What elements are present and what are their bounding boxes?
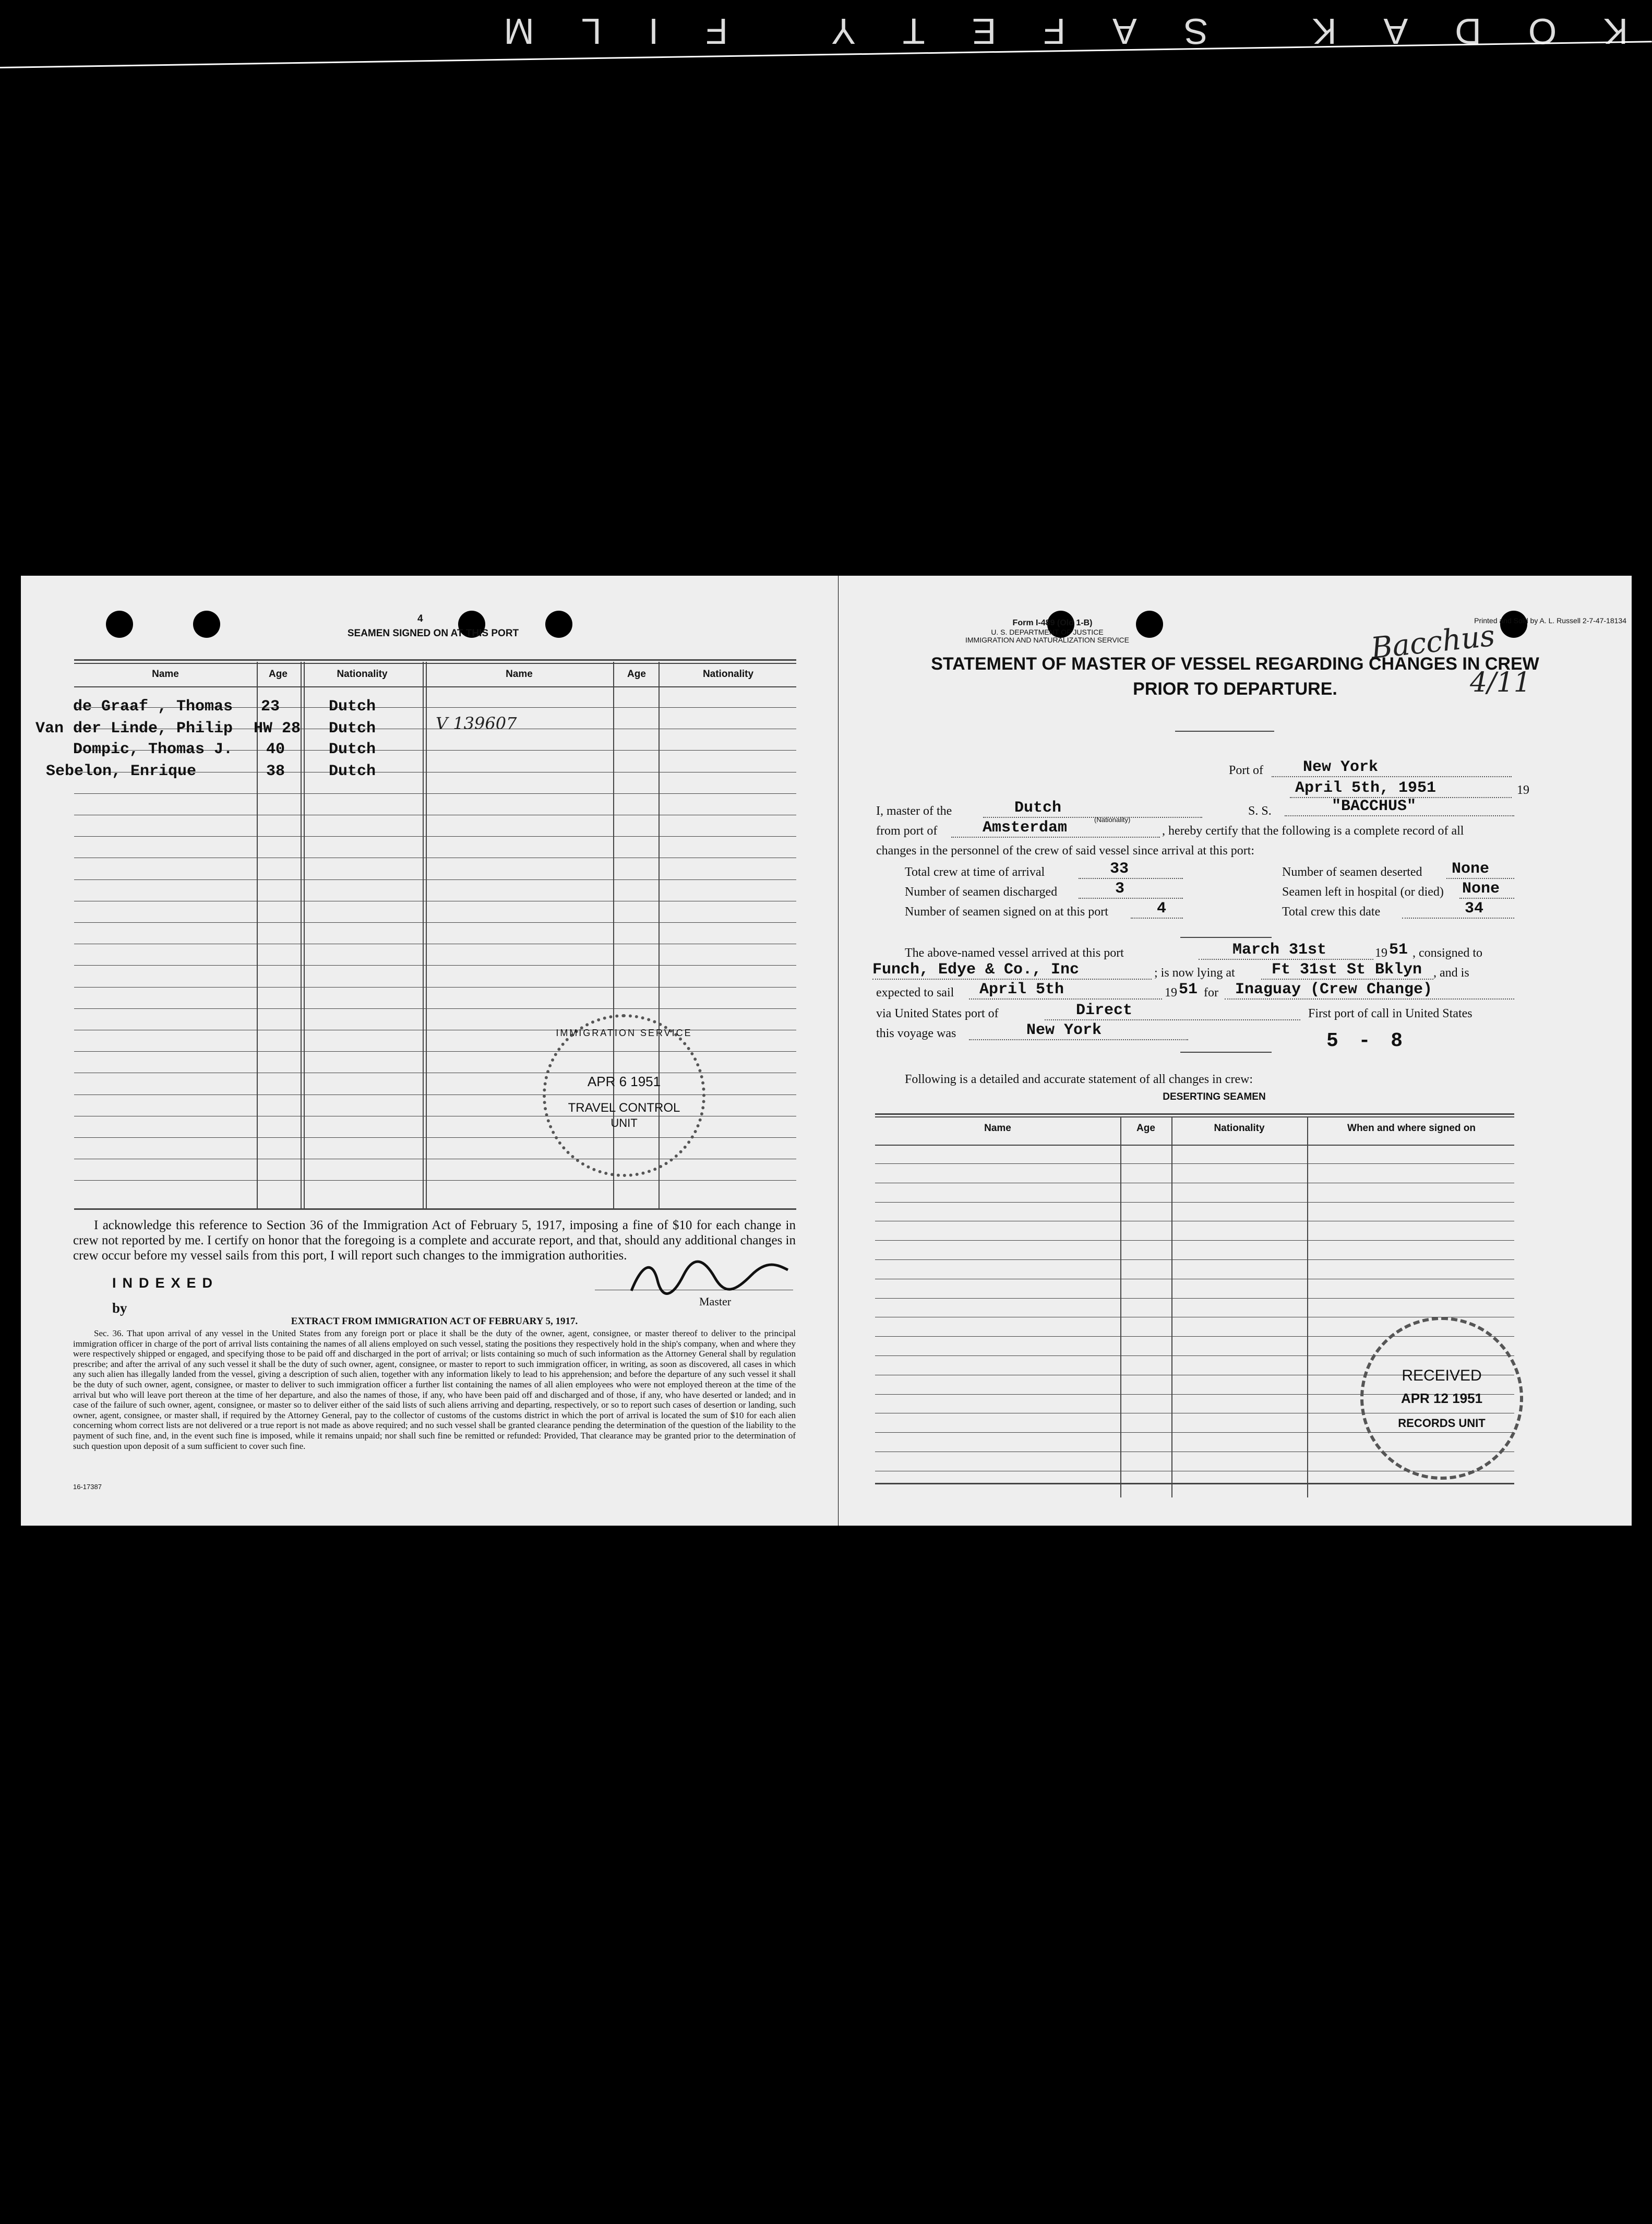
table-row-rule <box>74 922 796 923</box>
deserted-value: None <box>1446 860 1514 879</box>
form-title-line-2: PRIOR TO DEPARTURE. <box>1133 679 1337 699</box>
crew-age: HW 28 <box>254 720 301 738</box>
discharged-label: Number of seamen discharged <box>905 885 1058 899</box>
column-divider <box>1307 1116 1308 1497</box>
crew-name: de Graaf , Thomas <box>73 698 233 716</box>
table-row-rule <box>74 1008 796 1009</box>
page-number: 4 <box>417 613 423 624</box>
table-row-rule <box>74 793 796 794</box>
destination-value: Inaguay (Crew Change) <box>1225 981 1514 1000</box>
voyage-label: this voyage was <box>876 1027 956 1040</box>
table-top-rule <box>74 659 796 661</box>
stamp-unit-2: UNIT <box>610 1116 638 1129</box>
stamp-unit: RECORDS UNIT <box>1398 1417 1486 1430</box>
nationality-value: Dutch <box>983 799 1202 818</box>
column-divider <box>426 662 427 1210</box>
form-code: 16-17387 <box>73 1483 102 1491</box>
expected-label: expected to sail <box>876 986 954 1000</box>
deserting-col-when-where: When and where signed on <box>1347 1123 1476 1134</box>
seamen-signed-heading: SEAMEN SIGNED ON AT THIS PORT <box>347 628 519 639</box>
indexed-by-label: by <box>112 1300 127 1316</box>
film-edge-text: KODAK SAFETY FILM <box>457 11 1628 52</box>
department: U. S. DEPARTMENT OF JUSTICE <box>991 628 1104 636</box>
table-row-rule <box>875 1298 1514 1299</box>
crew-age: 23 <box>261 698 280 716</box>
crew-name: Dompic, Thomas J. <box>73 741 233 758</box>
crew-age: 38 <box>266 763 285 780</box>
crew-nationality: Dutch <box>329 741 376 758</box>
crew-age: 40 <box>266 741 285 758</box>
film-edge <box>0 0 1652 78</box>
table-row-rule <box>875 1240 1514 1241</box>
master-label: Master <box>699 1295 732 1308</box>
deserting-top-rule <box>875 1116 1514 1117</box>
master-signature <box>626 1254 793 1301</box>
travel-control-stamp <box>543 1014 705 1177</box>
stamp-date: APR 6 1951 <box>587 1074 661 1089</box>
certify-text: , hereby certify that the following is a complete record of all <box>1162 824 1464 838</box>
column-divider <box>257 662 258 1210</box>
table-row-rule <box>875 1202 1514 1203</box>
sail-date-value: April 5th <box>969 981 1162 1000</box>
lying-at-value: Ft 31st St Bklyn <box>1261 961 1433 980</box>
first-port-label: First port of call in United States <box>1308 1007 1473 1020</box>
acknowledgement-text: I acknowledge this reference to Section 36 of the Immigration Act of February 5, 1917, imposing a fine of $10 for each change in crew not reported by me. I certify on honor that the foregoing is a complete and accurate report, and that, should any additional changes in crew occur before my vessel sails from this port, I will report such changes to the immigration authorities. <box>73 1218 796 1263</box>
column-divider <box>1120 1116 1121 1497</box>
table-row-rule <box>74 987 796 988</box>
first-port-value: New York <box>969 1021 1188 1040</box>
reference-numbers: 5 - 8 <box>1326 1030 1407 1052</box>
and-is: , and is <box>1433 966 1469 980</box>
service: IMMIGRATION AND NATURALIZATION SERVICE <box>965 636 1129 644</box>
changes-text: changes in the personnel of the crew of said vessel since arrival at this port: <box>876 844 1255 858</box>
indexed-stamp: INDEXED <box>112 1275 219 1291</box>
table-row-rule <box>74 836 796 837</box>
ss-label: S. S. <box>1248 804 1272 818</box>
col-header-age-2: Age <box>627 669 646 680</box>
for-label: for <box>1204 986 1218 1000</box>
stamp-date: APR 12 1951 <box>1400 1390 1483 1406</box>
deserting-header-rule <box>875 1145 1514 1146</box>
table-row-rule <box>74 879 796 880</box>
handwritten-note: V 139607 <box>436 713 517 733</box>
sail-year: 51 <box>1179 981 1198 998</box>
column-divider <box>423 662 424 1210</box>
deserted-label: Number of seamen deserted <box>1282 865 1422 879</box>
left-page <box>21 576 838 1526</box>
title-rule <box>1175 731 1274 732</box>
stamp-received: RECEIVED <box>1402 1367 1482 1384</box>
discharged-value: 3 <box>1079 880 1183 899</box>
col-header-nationality-2: Nationality <box>702 669 754 680</box>
form-title-line-1: STATEMENT OF MASTER OF VESSEL REGARDING CHANGES IN CREW <box>931 654 1539 674</box>
crew-nationality: Dutch <box>329 763 376 780</box>
handwritten-vessel-name: Bacchus <box>1369 619 1497 666</box>
signed-on-label: Number of seamen signed on at this port <box>905 905 1108 919</box>
col-header-name-2: Name <box>506 669 533 680</box>
arrived-year: 51 <box>1389 941 1408 959</box>
punch-hole <box>106 611 133 638</box>
right-page <box>839 576 1632 1526</box>
voyage-rule <box>1180 1052 1272 1053</box>
year-suffix: 19 <box>1517 783 1529 797</box>
form-number: Form I-489 (Old 1-B) <box>1012 619 1093 627</box>
column-divider <box>304 662 305 1210</box>
arrived-value: March 31st <box>1199 941 1373 960</box>
following-text: Following is a detailed and accurate statement of all changes in crew: <box>905 1073 1253 1086</box>
consigned-label: , consigned to <box>1412 946 1482 960</box>
master-of-label: I, master of the <box>876 804 952 818</box>
hospital-value: None <box>1459 880 1514 899</box>
via-port-value: Direct <box>1045 1002 1300 1020</box>
crew-name: Van der Linde, Philip <box>35 720 233 738</box>
port-label: Port of <box>1229 764 1263 777</box>
handwritten-date: 4/11 <box>1470 667 1531 698</box>
extract-title: EXTRACT FROM IMMIGRATION ACT OF FEBRUARY 5, 1917. <box>291 1316 578 1327</box>
col-header-name: Name <box>152 669 179 680</box>
table-bottom-rule <box>74 1208 796 1210</box>
table-top-rule <box>74 663 796 664</box>
punch-hole <box>193 611 220 638</box>
crew-nationality: Dutch <box>329 720 376 738</box>
crew-name: Sebelon, Enrique <box>46 763 197 780</box>
stamp-unit: TRAVEL CONTROL <box>568 1101 680 1115</box>
hospital-label: Seamen left in hospital (or died) <box>1282 885 1444 899</box>
total-crew-label: Total crew this date <box>1282 905 1381 919</box>
vessel-name: "BACCHUS" <box>1285 798 1514 816</box>
arrived-year-prefix: 19 <box>1375 946 1387 960</box>
stats-rule <box>1180 937 1272 938</box>
from-port-label: from port of <box>876 824 938 838</box>
date-value: April 5th, 1951 <box>1290 779 1512 798</box>
table-row-rule <box>875 1259 1514 1260</box>
column-divider <box>1171 1116 1172 1497</box>
crew-nationality: Dutch <box>329 698 376 716</box>
table-row-rule <box>74 1180 796 1181</box>
total-crew-value: 34 <box>1402 900 1514 919</box>
nationality-caption: (Nationality) <box>1094 816 1131 824</box>
via-label: via United States port of <box>876 1007 999 1020</box>
deserting-col-age: Age <box>1136 1123 1155 1134</box>
deserting-top-rule <box>875 1113 1514 1115</box>
deserting-heading: DESERTING SEAMEN <box>1163 1091 1266 1102</box>
total-crew-arrival-label: Total crew at time of arrival <box>905 865 1045 879</box>
table-row-rule <box>74 965 796 966</box>
total-crew-arrival-value: 33 <box>1079 860 1183 879</box>
lying-label: ; is now lying at <box>1154 966 1235 980</box>
port-value: New York <box>1272 758 1512 777</box>
received-stamp <box>1360 1317 1523 1480</box>
sail-year-prefix: 19 <box>1165 986 1177 1000</box>
printer-line: Printed and Sold by A. L. Russell 2-7-47-18134 <box>1474 616 1626 625</box>
stamp-ring-text: IMMIGRATION SERVICE <box>556 1028 692 1038</box>
col-header-age: Age <box>269 669 288 680</box>
deserting-bottom-rule <box>875 1483 1514 1484</box>
consignee-value: Funch, Edye & Co., Inc <box>872 961 1152 980</box>
section-36-text: Sec. 36. That upon arrival of any vessel in the United States from any foreign port or place it shall be the duty of the owner, agent, consignee, or master thereof to deliver to the principal immigration officer in charge of the port of arrival lists containing the names of all aliens employed on such vessel, stating the positions they respectively hold in the ship's company, when and where they were respectively shipped or engaged, and specifying those to be paid off and discharged in the port of arrival; or lists containing so much of such information as the Attorney General shall by regulation prescribe; and after the arrival of any such vessel it shall be the duty of such owner, agent, consignee, or master to report to such immigration officer, in writing, as soon as discovered, all cases in which any such alien has illegally landed from the vessel, giving a description of such alien, together with any information likely to lead to his apprehension; and before the departure of any such vessel it shall be the duty of such owner, agent, consignee, or master to deliver to such immigration officer a further list containing the names of all alien employees who were not employed thereon at the time of the arrival but who will leave port thereon at the time of her departure, and also the names of those, if any, who have been paid off and discharged and of those, if any, who have deserted or landed; and in case of the failure of such owner, agent, consignee, or master so to deliver either of the said lists of such aliens arriving and departing, respectively, or so to report such cases of desertion or landing, such owner, agent, consignee, or master shall, if required by the Attorney General, pay to the collector of customs of the customs district in which the port of arrival is located the sum of $10 for each alien concerning whom correct lists are not delivered or a true report is not made as above required; and no such vessel shall be granted clearance pending the determination of the question of the liability to the payment of such fine, and, in the event such fine is imposed, while it remains unpaid; nor shall such fine be remitted or refunded: Provided, That clearance may be granted prior to the determination of such question upon deposit of a sum sufficient to cover such fine. <box>73 1328 796 1451</box>
table-header-rule <box>74 686 796 687</box>
deserting-col-name: Name <box>984 1123 1011 1134</box>
arrived-label: The above-named vessel arrived at this port <box>905 946 1124 960</box>
from-port-value: Amsterdam <box>951 819 1160 838</box>
table-row-rule <box>875 1163 1514 1164</box>
col-header-nationality: Nationality <box>337 669 388 680</box>
deserting-col-nationality: Nationality <box>1214 1123 1265 1134</box>
signed-on-value: 4 <box>1131 900 1183 919</box>
column-divider <box>301 662 302 1210</box>
